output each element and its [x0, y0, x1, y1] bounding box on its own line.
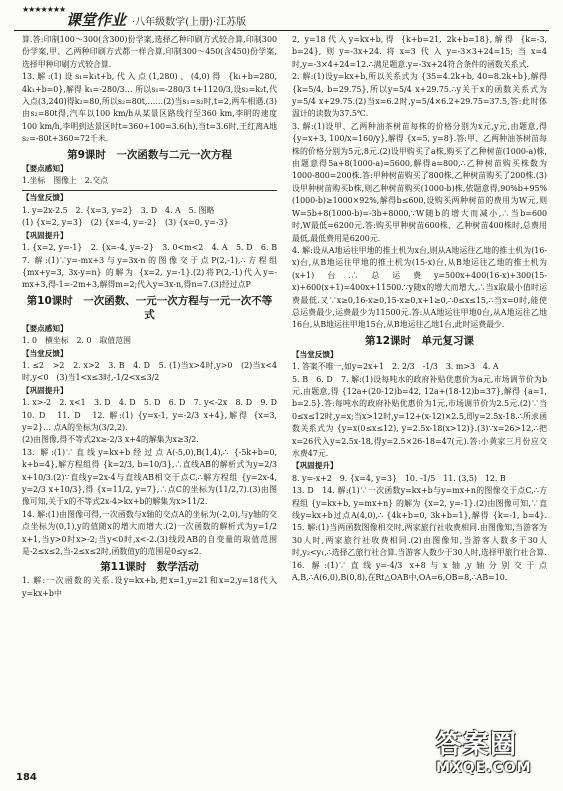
lesson-title: 第10课时 一次函数、一元一次方程与一元一次不等式 [26, 294, 273, 321]
answer-paragraph: 4. 解:设从A地运往甲地的推土机为x台,则从A地运往乙地的推土机为(16-x)台,从B地运往甲地的推土机为(15-x)台,从B地运往乙地的推土机为(x+1)台.∴总运费y=500x+400(16-x)+300(15-x)+600(x+1)=400x+11500.∵y随x的增大而增大,∴当x取最小值时运费最低.又∵x≥0,16-x≥0,15-x≥0,x+1≥0,∴0≤x≤15,∴当x=0时,能使总运费最少,运费最少为11500元.答:从A地运往甲地0台,从A地运往乙地16台,从B地运往甲地15台,从B地运往乙地1台,此时运费最少. [292, 245, 547, 330]
answer-paragraph: 2. 解:(1)设y=kx+b,所以关系式为 {35=4.2k+b, 40=8.2k+b},解得 {k=5/4, b=29.75},所以y=5/4 x+29.75.∴y关于x的函数关系式为y=5/4 x+29.75.(2)当x=6.2时,y=5/4×6.2+29.75=37.5,答:此时体温计的读数为37.5℃. [292, 72, 547, 119]
book-subtitle: ·八年级数学(上册)·江苏版 [132, 17, 247, 28]
page-number: 184 [16, 772, 37, 783]
section-tag: 【巩固提升】 [22, 385, 68, 395]
section-tag: 【要点感知】 [22, 323, 68, 333]
watermark-logo-text: 答案圈 [436, 730, 518, 760]
answer-paragraph: 1. 0 横坐标 2. 0 取值范围 [22, 336, 132, 346]
answer-paragraph: 1.坐标 图像上 2.交点 [22, 176, 109, 186]
lesson-title: 第11课时 数学活动 [100, 561, 199, 574]
section-tag: 【当堂反馈】 [292, 349, 338, 359]
lesson-title: 第9课时 一次函数与二元一次方程 [67, 148, 232, 161]
watermark-logo [436, 730, 556, 786]
answer-paragraph: (2)由图像,得不等式2x≥-2/3 x+4的解集为x≥3/2. [22, 435, 199, 445]
section-divider [22, 190, 277, 191]
section-tag: 【当堂反馈】 [22, 193, 68, 203]
section-tag: 【当堂反馈】 [22, 348, 68, 358]
answer-paragraph: 5. B 6. D 7. 解:(1)设每吨水的政府补贴优惠价为a元,市场调节价为b元.由题意,得 {12a+(20-12)b=42, 12a+(18-12)b=37},解得 {a=1, b=2.5}.答:每吨水的政府补贴优惠价为1元,市场调节价为2.5元.(2)∵当0≤x≤12时,y=x;当x>12时,y=12+(x-12)×2.5,即y=2.5x-18.∴所求函数关系式为 {y=x(0≤x≤12), y=2.5x-18(x>12)}.(3)∵x=26>12,∴把x=26代入y=2.5x-18,得y=2.5×26-18=47(元).答:小黄家三月份应交水费47元. [292, 374, 547, 458]
section-tag: 【巩固提升】 [22, 230, 68, 240]
stars-decoration: ★★★★★★★ [22, 5, 66, 14]
answer-paragraph: 8. y=-x+2 9. {x=4, y=3} 10. -1/5 11. (3,5) 12. B [292, 473, 506, 483]
answer-paragraph: 1. 解:一次函数的关系.设y=kx+b,把x=1,y=21和x=2,y=18代入y=kx+b中 [22, 576, 277, 598]
answer-paragraph: (1) {x=2, y=3} (2) {x=-4, y=-2} (3) {x=0, y=-3} [22, 218, 229, 228]
section-tag: 【巩固提升】 [292, 461, 338, 471]
answer-paragraph: 16. 解:(1)∵直线y=-4/3 x+8与x轴,y轴分别交于点A,B,∴A(6,0),B(0,8),在Rt△OAB中,OA=6,OB=8,∴AB=10. [292, 560, 547, 583]
answer-paragraph: 1. y=2x-2.5 2. {x=3, y=2} 3. D 4. A 5. 图略 [22, 205, 215, 215]
answer-paragraph: 13.解:(1)设s₁=k₁t+b,代入点(1,280)、(4,0)得 {k₁+b=280, 4k₁+b=0},解得 k₁=-280/3… 所以s₁=-280/3 t+1120/3,设s₂=k₂t,代入点(3,240)得k₂=80,所以s₂=80t,……(2)当s₁=s₂时,t=2,两车相遇.(3)由s₂=80t得,汽车以100 km/h从某景区路线行至360 km,李明的速度100 km/h,李明到达景区时t=360÷100=3.6(h),当t=3.6时,王红离A地s₂=-80t+360=72千米. [22, 72, 277, 144]
answer-paragraph: 14. 解:(1)由图像可得,一次函数与x轴的交点A的坐标为(-2,0),与y轴的交点坐标为(0,1),y的值随x的增大而增大.(2)一次函数的解析式为y=1/2 x+1,当y>0时x>-2;当y<0时,x<-2.(3)线段AB的自变量的取值范围是-2≤x≤2,当-2≤x≤2时,函数值y的范围是0≤y≤2. [22, 509, 277, 557]
lesson-title: 第12课时 单元复习课 [364, 334, 475, 347]
watermark-site-text: MXQE.COM [436, 760, 532, 776]
answer-paragraph: 3. 解:(1)设甲、乙两种油茶树苗每株的价格分别为x元,y元,由题意,得 {y=x+3, 100/x=160/y},解得 {x=5, y=8}.答:甲、乙两种油茶树苗每株的价格分别为5元,8元.(2)设甲购买了a株,购买了乙种树苗(1000-a)株,由题意得5a+8(1000-a)=5600,解得a=800,∴乙种树苗购买株数为1000-800=200株.答:甲种树苗购买了800株,乙种树苗购买了200株.(3)设甲种树苗购买b株,则乙种树苗购买(1000-b)株,依题意得,90%b+95%(1000-b)≥1000×92%,解得b≤600,设购买两种树苗的费用为W元,则W=5b+8(1000-b)=-3b+8000,∵W随b的增大而减小,∴当b=600时,W最低=6200元.答:购买甲种树苗600株、乙种树苗400株时,总费用最低,最低费用是6200元. [292, 121, 547, 243]
answer-paragraph: 1. 答案不唯一,如y=2x+1 2. 2/3 -1/3 3. m>3 4. A [292, 362, 499, 372]
answer-paragraph: 13. D 14. 解:(1)∵一次函数y=kx+b与y=mx+n的图像交于点C,∴方程组 {y=kx+b, y=mx+n} 的解为 {x=2, y=-1}.(2)由图像可知,∵直线y=kx+b过点A(4,0),∴ {4k+b=0, 3k+b=1},解得 {k=-1, b=4}. 15. 解:(1)当两函数图像相交时,两家旅行社收费相同.由图像知,当游客为30人时,两家旅行社收费相同.(2)由图像知,当游客人数多于30人时,y₂<y₁,∴选择乙旅行社合算.当游客人数少于30人时,选择甲旅行社合算. [292, 486, 555, 558]
page-header [14, 4, 549, 31]
book-brand: 课堂作业 [66, 11, 127, 29]
answer-paragraph: 2, y=18代入y=kx+b,得 {k+b=21, 2k+b=18},解得 {k=-3, b=24},则y=-3x+24.将x=3代入y=-3×3+24=15;当x=4时,y=-3×4+24=12.∴满足题意.y=-3x+24符合条件的函数关系式. [292, 35, 547, 69]
left-column [22, 34, 285, 764]
answer-paragraph: 13. 解:(1)∵直线y=kx+b经过点A(-5,0),B(1,4),∴ {-5k+b=0, k+b=4},解方程组得 {k=2/3, b=10/3},∴直线AB的解析式为y=2/3 x+10/3.(2)∵直线y=2x-4与直线AB相交于点C,∴解方程组 {y=2x-4, y=2/3 x+10/3},得 {x=11/2, y=7},∴点C的坐标为(11/2,7).(3)由图像可知,关于x的不等式2x-4>kx+b的解集为x>11/2. [22, 447, 277, 507]
right-column [292, 34, 555, 764]
section-tag: 【要点感知】 [22, 163, 68, 173]
answer-paragraph: 1. ≤2 >2 2. x>2 3. B 4. D 5. (1)当x>4时,y>0 (2)当x<4时,y<0 (3)当1<x≤3时,-1/2<x≤3/2 [22, 360, 277, 383]
answer-paragraph: 1. x>-2 2. x<1 3. D 4. D 5. D 6. D 7. y<-2x 8. D 9. D 10. D 11. D 12. 解:(1) {y=x-1, y=-2/3 x+4},解得 {x=3, y=2}… 点A的坐标为(3/2,2). [22, 398, 285, 432]
answer-paragraph: 算.答:印制100～300(含300)份学案,选择乙种印刷方式较合算,印制300份学案,甲、乙两种印刷方式都一样合算,印制300～450(含450)份学案,选择甲种印刷方式较合算. [22, 35, 277, 69]
answer-paragraph: 1. {x=2, y=-1} 2. {x=-4, y=-2} 3. 0<m<2 4. A 5. D 6. B 7. 解:(1)∵y=-mx+3与y=3x-n的图像交于点P(2,-1),∴方程组 {mx+y=3, 3x-y=n} 的解为 {x=2, y=-1}.(2)将P(2,-1)代入y=-mx+3,得-1=-2m+3,解得m=2;代入y=3x-n,得n=7.(3)经过点P [22, 243, 285, 290]
